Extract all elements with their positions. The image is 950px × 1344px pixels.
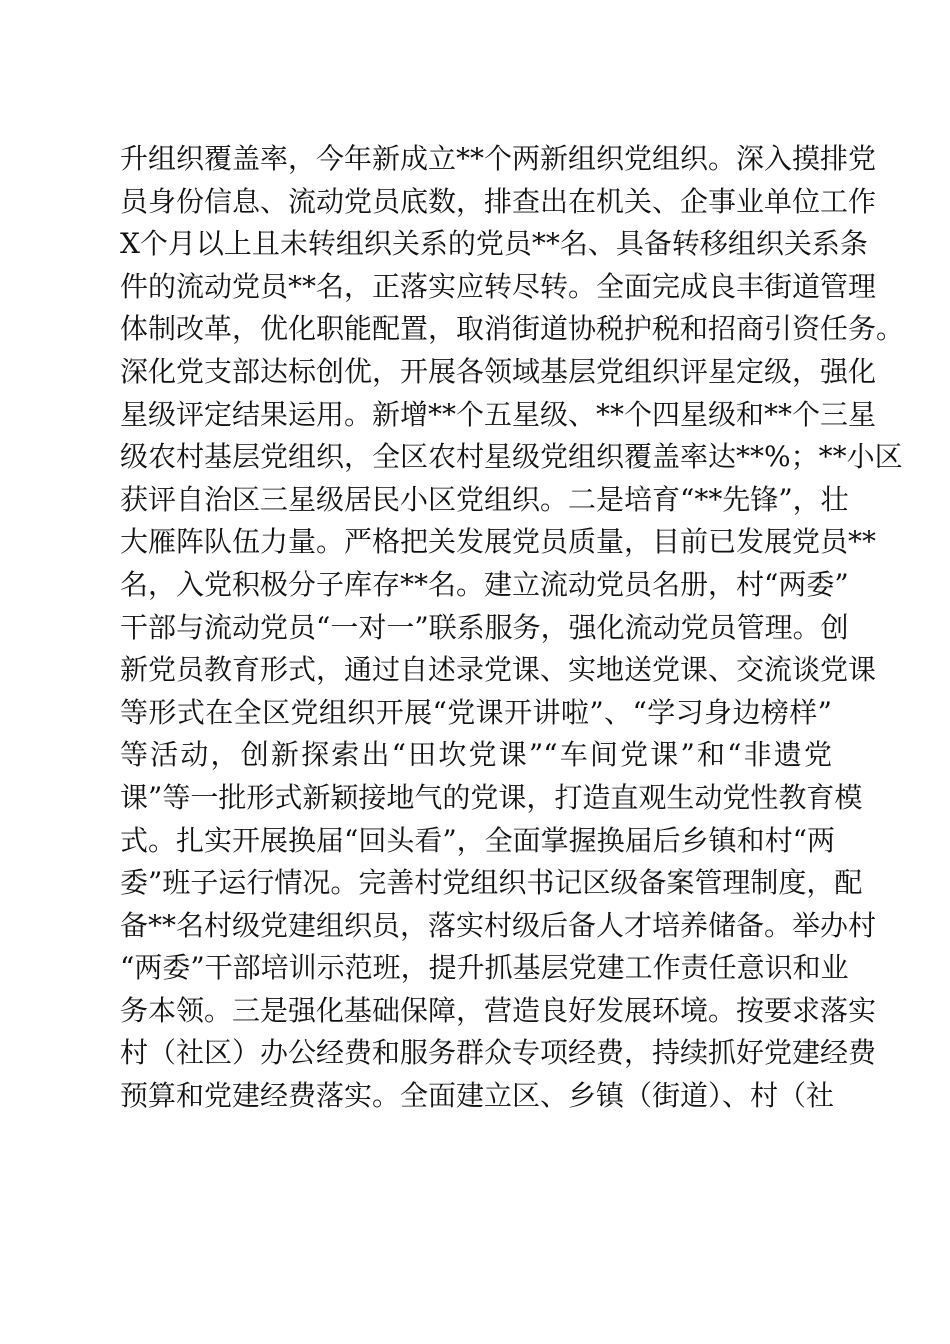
text-line: 等形式在全区党组织开展“党课开讲啦”、“学习身边榜样” [120, 695, 832, 729]
text-line: 件的流动党员**名，正落实应转尽转。全面完成良丰街道管理 [120, 269, 877, 303]
text-line: 星级评定结果运用。新增**个五星级、**个四星级和**个三星 [120, 397, 877, 431]
text-line: 大雁阵队伍力量。严格把关发展党员质量，目前已发展党员** [120, 525, 877, 559]
text-line: 委”班子运行情况。完善村党组织书记区级备案管理制度，配 [120, 866, 863, 900]
text-line: 名，入党积极分子库存**名。建立流动党员名册，村“两委” [120, 567, 849, 601]
text-line: 体制改革，优化职能配置，取消街道协税护税和招商引资任务。 [120, 312, 905, 346]
text-line: 升组织覆盖率，今年新成立**个两新组织党组织。深入摸排党 [120, 142, 877, 175]
text-line: 备**名村级党建组织员，落实村级后备人才培养储备。举办村 [120, 908, 877, 942]
document-body [120, 138, 905, 1118]
text-line: 预算和党建经费落实。全面建立区、乡镇（街道）、村（社 [120, 1079, 835, 1113]
text-line: 获评自治区三星级居民小区党组织。二是培育“**先锋”，壮 [120, 482, 849, 516]
text-line: 等活动，创新探索出“田坎党课”“车间党课”和“非遗党 [120, 738, 832, 772]
text-line: X个月以上且未转组织关系的党员**名、具备转移组织关系条 [120, 227, 868, 261]
text-line: “两委”干部培训示范班，提升抓基层党建工作责任意识和业 [120, 951, 849, 985]
text-line: 深化党支部达标创优，开展各领域基层党组织评星定级，强化 [120, 354, 877, 388]
text-line: 务本领。三是强化基础保障，营造良好发展环境。按要求落实 [120, 993, 877, 1027]
text-line: 员身份信息、流动党员底数，排查出在机关、企事业单位工作 [120, 184, 877, 218]
text-line: 干部与流动党员“一对一”联系服务，强化流动党员管理。创 [120, 610, 849, 644]
text-line: 新党员教育形式，通过自述录党课、实地送党课、交流谈党课 [120, 653, 877, 687]
text-line: 课”等一批形式新颖接地气的党课，打造直观生动党性教育模 [120, 780, 863, 814]
text-line: 式。扎实开展换届“回头看”，全面掌握换届后乡镇和村“两 [120, 823, 835, 857]
text-line: 村（社区）办公经费和服务群众专项经费，持续抓好党建经费 [120, 1036, 877, 1070]
text-line: 级农村基层党组织，全区农村星级党组织覆盖率达**%；**小区 [120, 440, 903, 474]
